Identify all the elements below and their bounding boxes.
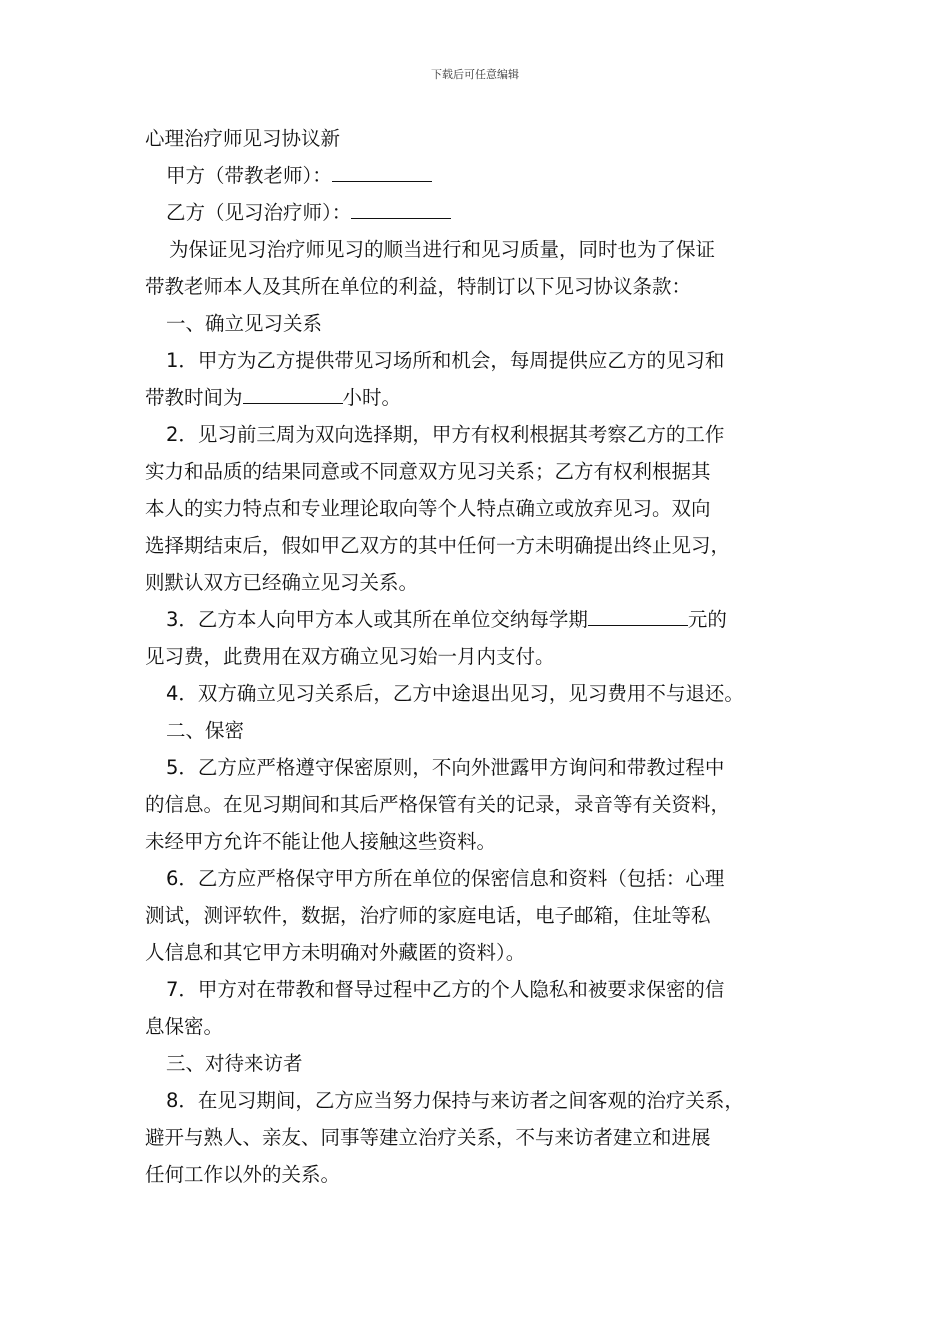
party-a-blank (332, 159, 432, 182)
clause-5-line-2: 的信息。在见习期间和其后严格保管有关的记录，录音等有关资料， (145, 793, 731, 816)
clause-1-text-b: 小时。 (342, 386, 402, 409)
clause-4: 4．双方确立见习关系后，乙方中途退出见习，见习费用不与退还。 (166, 682, 744, 705)
intro-line-2: 带教老师本人及其所在单位的利益，特制订以下见习协议条款： (145, 275, 692, 298)
clause-6-line-1: 6．乙方应严格保守甲方所在单位的保密信息和资料（包括：心理 (166, 867, 725, 890)
hours-blank (243, 381, 343, 404)
clause-2-line-3: 本人的实力特点和专业理论取向等个人特点确立或放弃见习。双向 (145, 497, 711, 520)
section-1-heading: 一、确立见习关系 (166, 312, 323, 335)
clause-6-line-3: 人信息和其它甲方未明确对外藏匿的资料）。 (145, 941, 526, 964)
clause-2-line-1: 2．见习前三周为双向选择期，甲方有权利根据其考察乙方的工作 (166, 423, 725, 446)
clause-7-line-2: 息保密。 (145, 1015, 224, 1038)
clause-5-line-1: 5．乙方应严格遵守保密原则，不向外泄露甲方询问和带教过程中 (166, 756, 725, 779)
document-title: 心理治疗师见习协议新 (145, 127, 341, 150)
clause-8-line-2: 避开与熟人、亲友、同事等建立治疗关系，不与来访者建立和进展 (145, 1126, 711, 1149)
clause-3-text-a: 3．乙方本人向甲方本人或其所在单位交纳每学期 (166, 608, 588, 631)
party-b-blank (351, 196, 451, 219)
clause-2-line-4: 选择期结束后，假如甲乙双方的其中任何一方未明确提出终止见习， (145, 534, 731, 557)
section-2-heading: 二、保密 (166, 719, 245, 742)
clause-1-text-a: 带教时间为 (145, 386, 243, 409)
section-3-heading: 三、对待来访者 (166, 1052, 303, 1075)
party-a-label: 甲方（带教老师）： (166, 164, 332, 187)
clause-2-line-2: 实力和品质的结果同意或不同意双方见习关系；乙方有权利根据其 (145, 460, 711, 483)
clause-8-line-1: 8．在见习期间，乙方应当努力保持与来访者之间客观的治疗关系， (166, 1089, 744, 1112)
clause-5-line-3: 未经甲方允许不能让他人接触这些资料。 (145, 830, 497, 853)
page-header: 下载后可任意编辑 (431, 68, 519, 81)
clause-6-line-2: 测试，测评软件，数据，治疗师的家庭电话，电子邮箱，住址等私 (145, 904, 711, 927)
clause-1-line-1: 1．甲方为乙方提供带见习场所和机会，每周提供应乙方的见习和 (166, 349, 725, 372)
clause-3-line-2: 见习费，此费用在双方确立见习始一月内支付。 (145, 645, 555, 668)
clause-8-line-3: 任何工作以外的关系。 (145, 1163, 341, 1186)
party-a-line (145, 157, 815, 194)
document-body (145, 120, 815, 1193)
clause-1-line-2 (145, 379, 815, 416)
party-b-label: 乙方（见习治疗师）： (166, 201, 352, 224)
clause-3-line-1 (145, 601, 815, 638)
clause-7-line-1: 7．甲方对在带教和督导过程中乙方的个人隐私和被要求保密的信 (166, 978, 725, 1001)
intro-line-1: 为保证见习治疗师见习的顺当进行和见习质量，同时也为了保证 (169, 238, 716, 261)
clause-3-text-b: 元的 (687, 608, 727, 631)
fee-blank (588, 603, 688, 626)
party-b-line (145, 194, 815, 231)
clause-2-line-5: 则默认双方已经确立见习关系。 (145, 571, 419, 594)
